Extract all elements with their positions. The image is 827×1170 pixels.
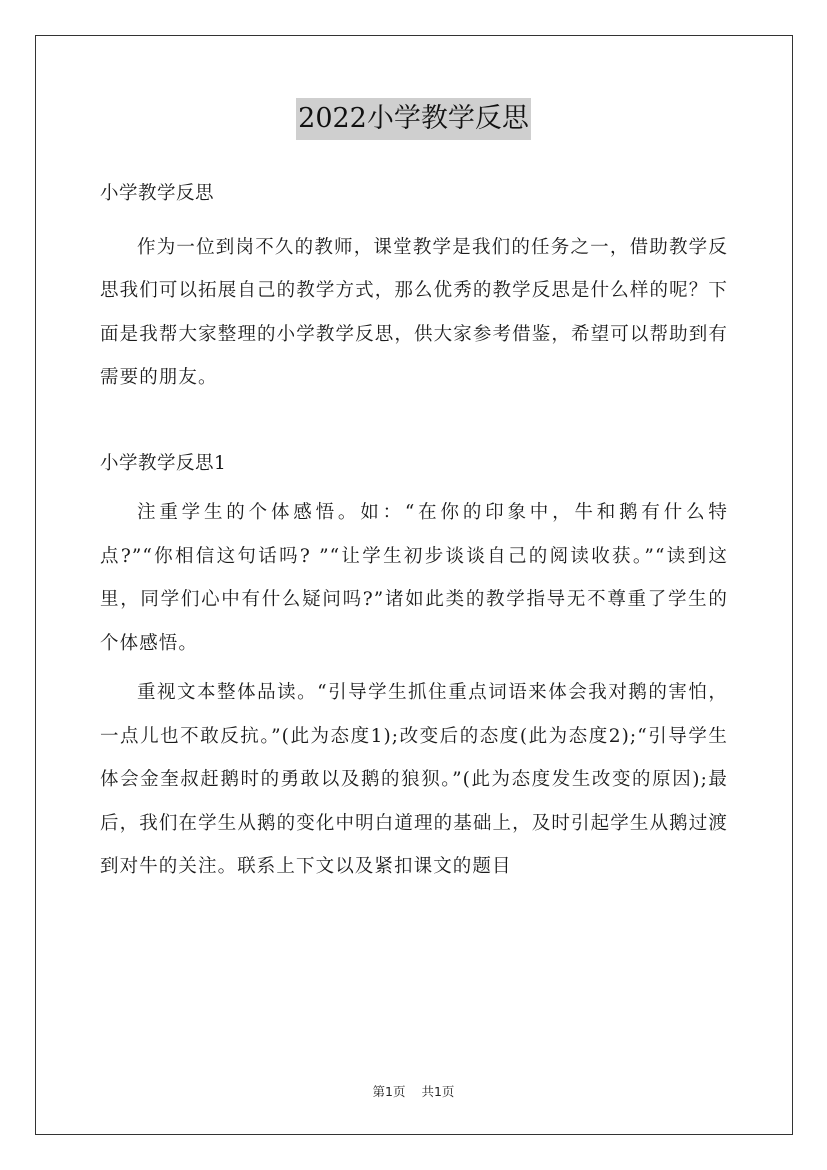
body-paragraph-2: 重视文本整体品读。“引导学生抓住重点词语来体会我对鹅的害怕，一点儿也不敢反抗。”(此为态度1);改变后的态度(此为态度2);“引导学生体会金奎叔赶鹅时的勇敢以及鹅的狼狈。”(此为态度发生改变的原因);最后，我们在学生从鹅的变化中明白道理的基础上，及时引起学生从鹅过渡到对牛的关注。联系上下文以及紧扣课文的题目	[100, 682, 728, 877]
page-footer	[0, 1082, 827, 1100]
intro-paragraph: 作为一位到岗不久的教师，课堂教学是我们的任务之一，借助教学反思我们可以拓展自己的教学方式，那么优秀的教学反思是什么样的呢？下面是我帮大家整理的小学教学反思，供大家参考借鉴，希望可以帮助到有需要的朋友。	[100, 236, 728, 388]
title-container	[0, 98, 827, 140]
section-heading-intro: 小学教学反思	[100, 183, 215, 204]
document-title: 2022小学教学反思	[296, 98, 531, 140]
body-paragraph-1: 注重学生的个体感悟。如：“在你的印象中，牛和鹅有什么特点?”“你相信这句话吗? ”“让学生初步谈谈自己的阅读收获。”“读到这里，同学们心中有什么疑问吗?”诸如此类的教学指导无不尊重了学生的个体感悟。	[100, 502, 728, 654]
document-body	[100, 172, 728, 889]
section-heading-1: 小学教学反思1	[100, 452, 227, 474]
page-number-current: 第1页	[372, 1084, 406, 1099]
page-number-total: 共1页	[421, 1084, 455, 1099]
